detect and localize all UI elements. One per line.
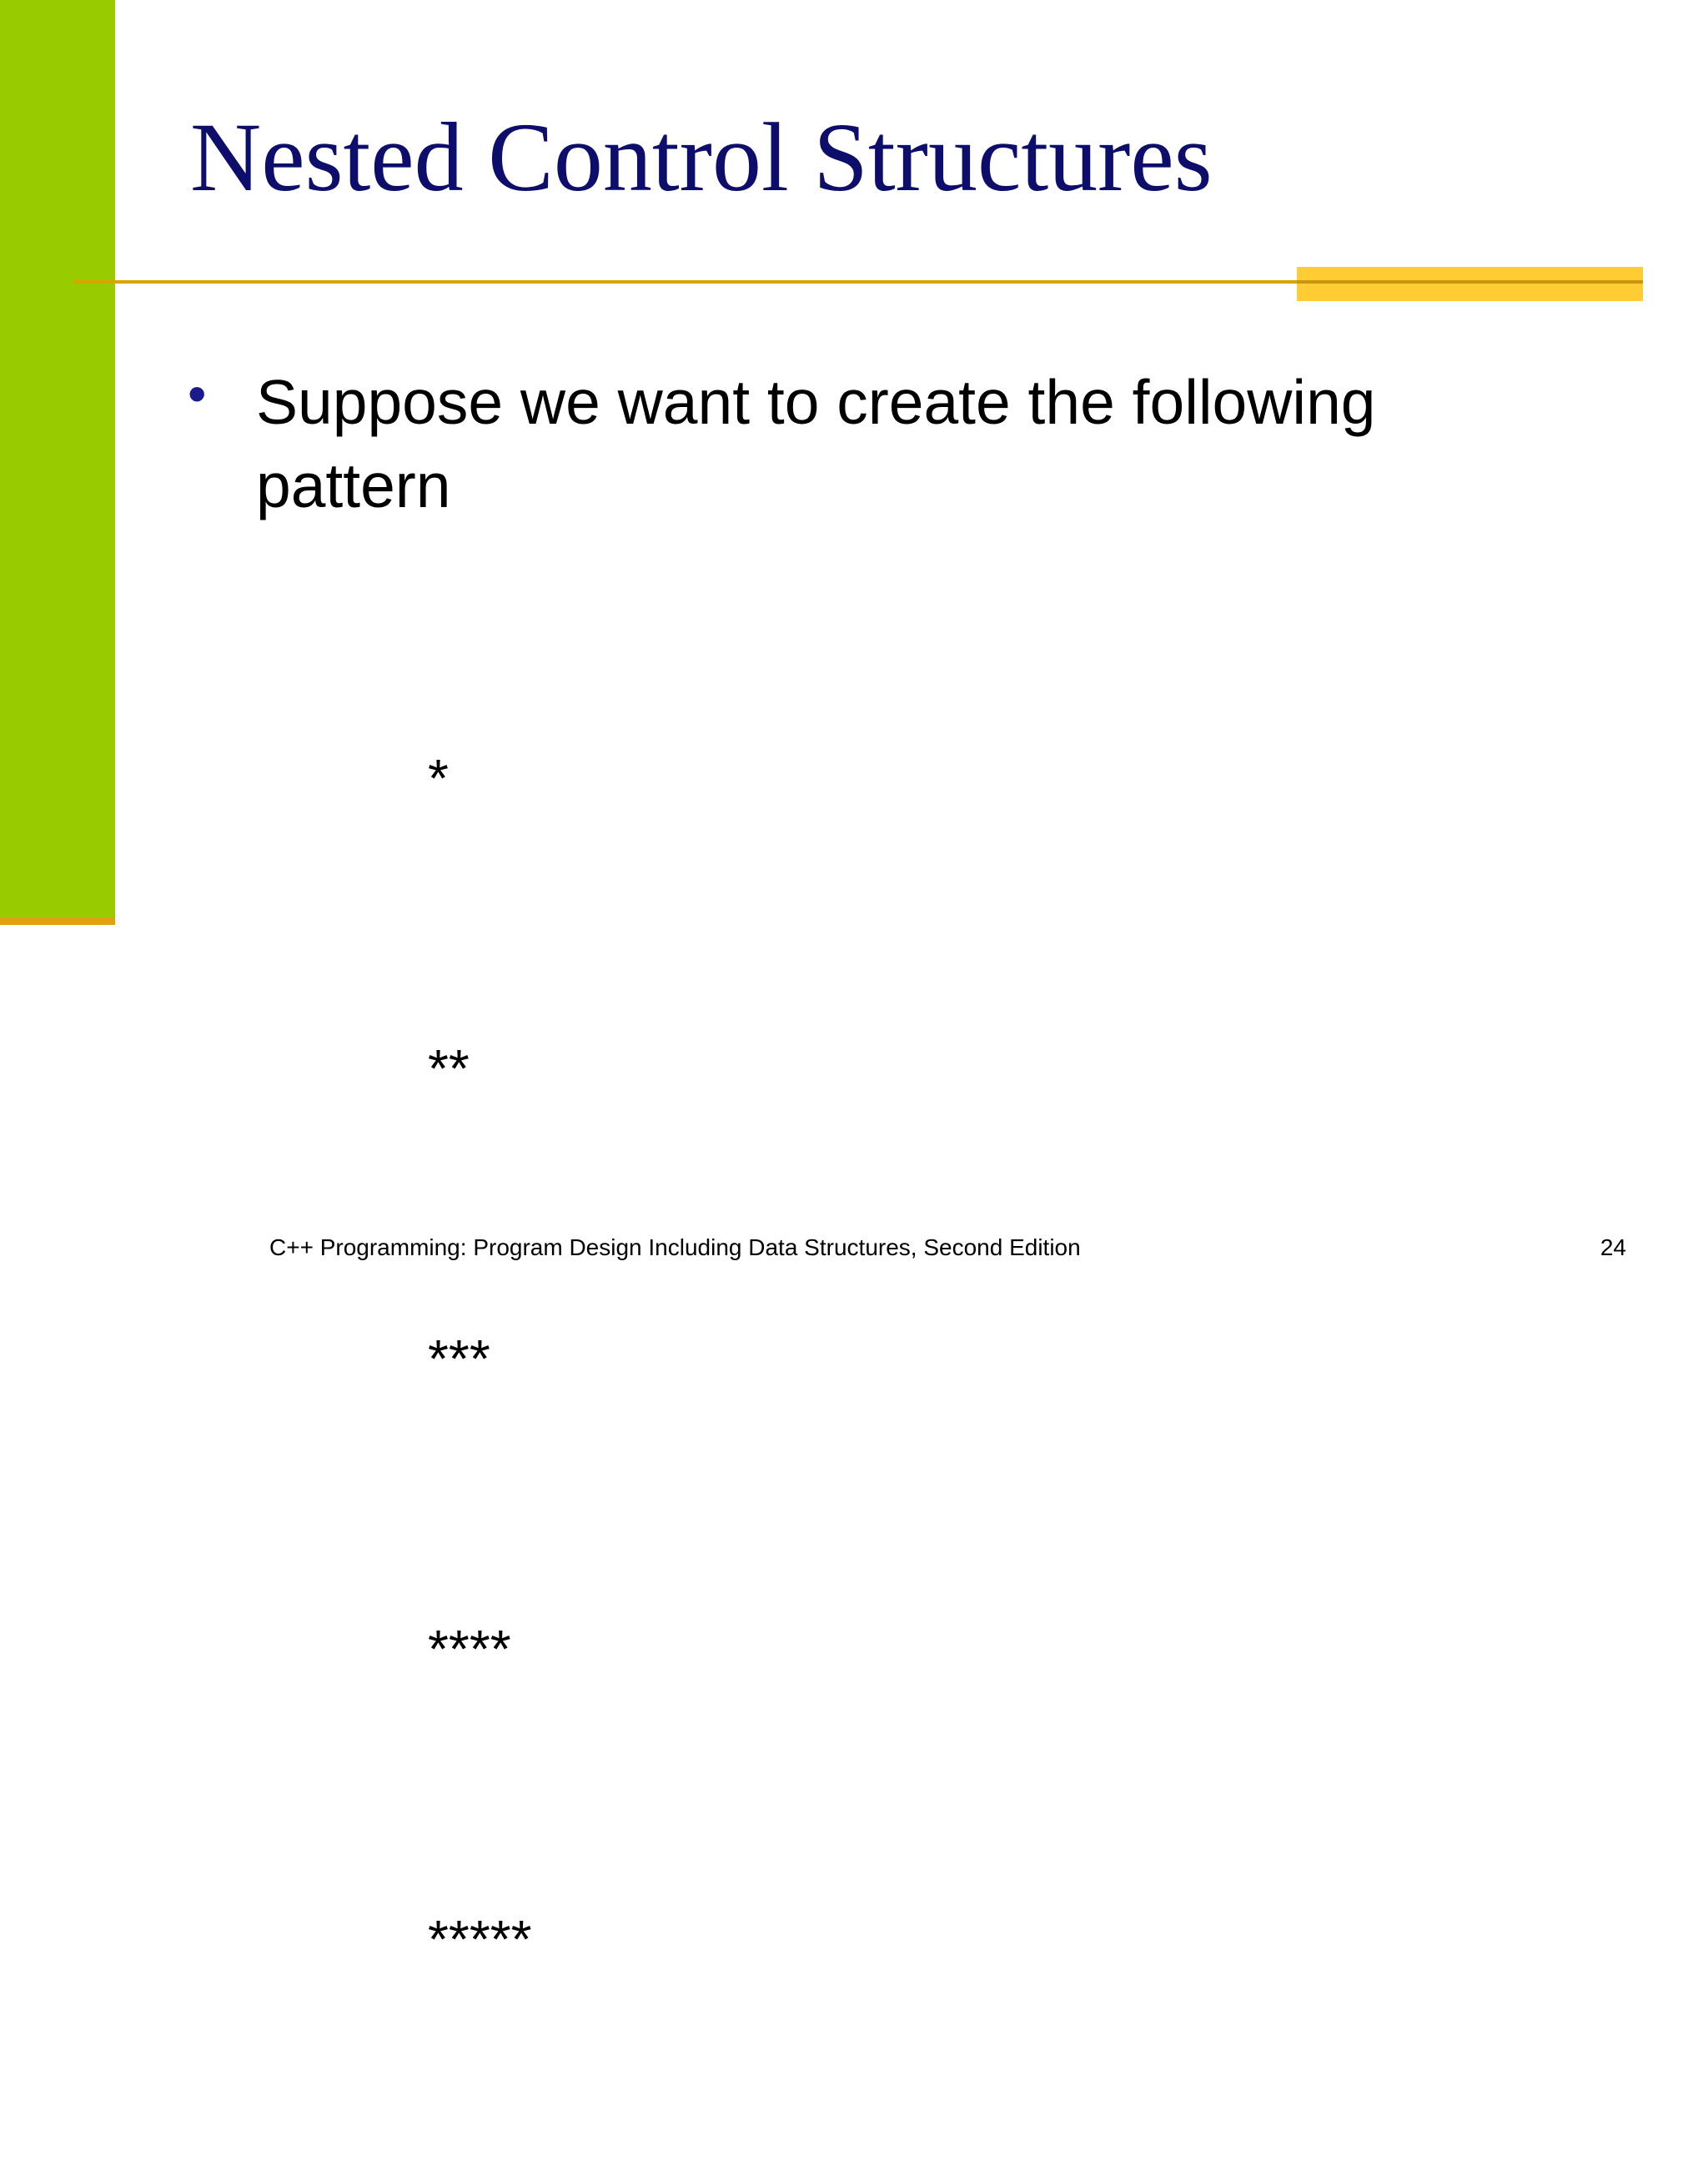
pattern-line: *****: [428, 1909, 532, 1969]
divider-accent-line: [1297, 280, 1643, 284]
bullet-text: Suppose we want to create the following pattern: [256, 367, 1376, 520]
pattern-line: ***: [428, 1329, 490, 1389]
footer-text: C++ Programming: Program Design Including Data Structures, Second Edition: [269, 1234, 1081, 1260]
pattern-line: *: [428, 748, 449, 808]
divider-accent-block: [1297, 267, 1643, 301]
left-accent-bar: [0, 0, 115, 917]
slide-title: Nested Control Structures: [190, 103, 1213, 212]
star-pattern: [428, 536, 532, 2181]
page-number: 24: [1600, 1234, 1626, 1260]
left-accent-bar-edge: [0, 917, 115, 925]
bullet-icon: •: [188, 364, 207, 424]
pattern-line: **: [428, 1038, 470, 1098]
pattern-line: ****: [428, 1619, 511, 1679]
